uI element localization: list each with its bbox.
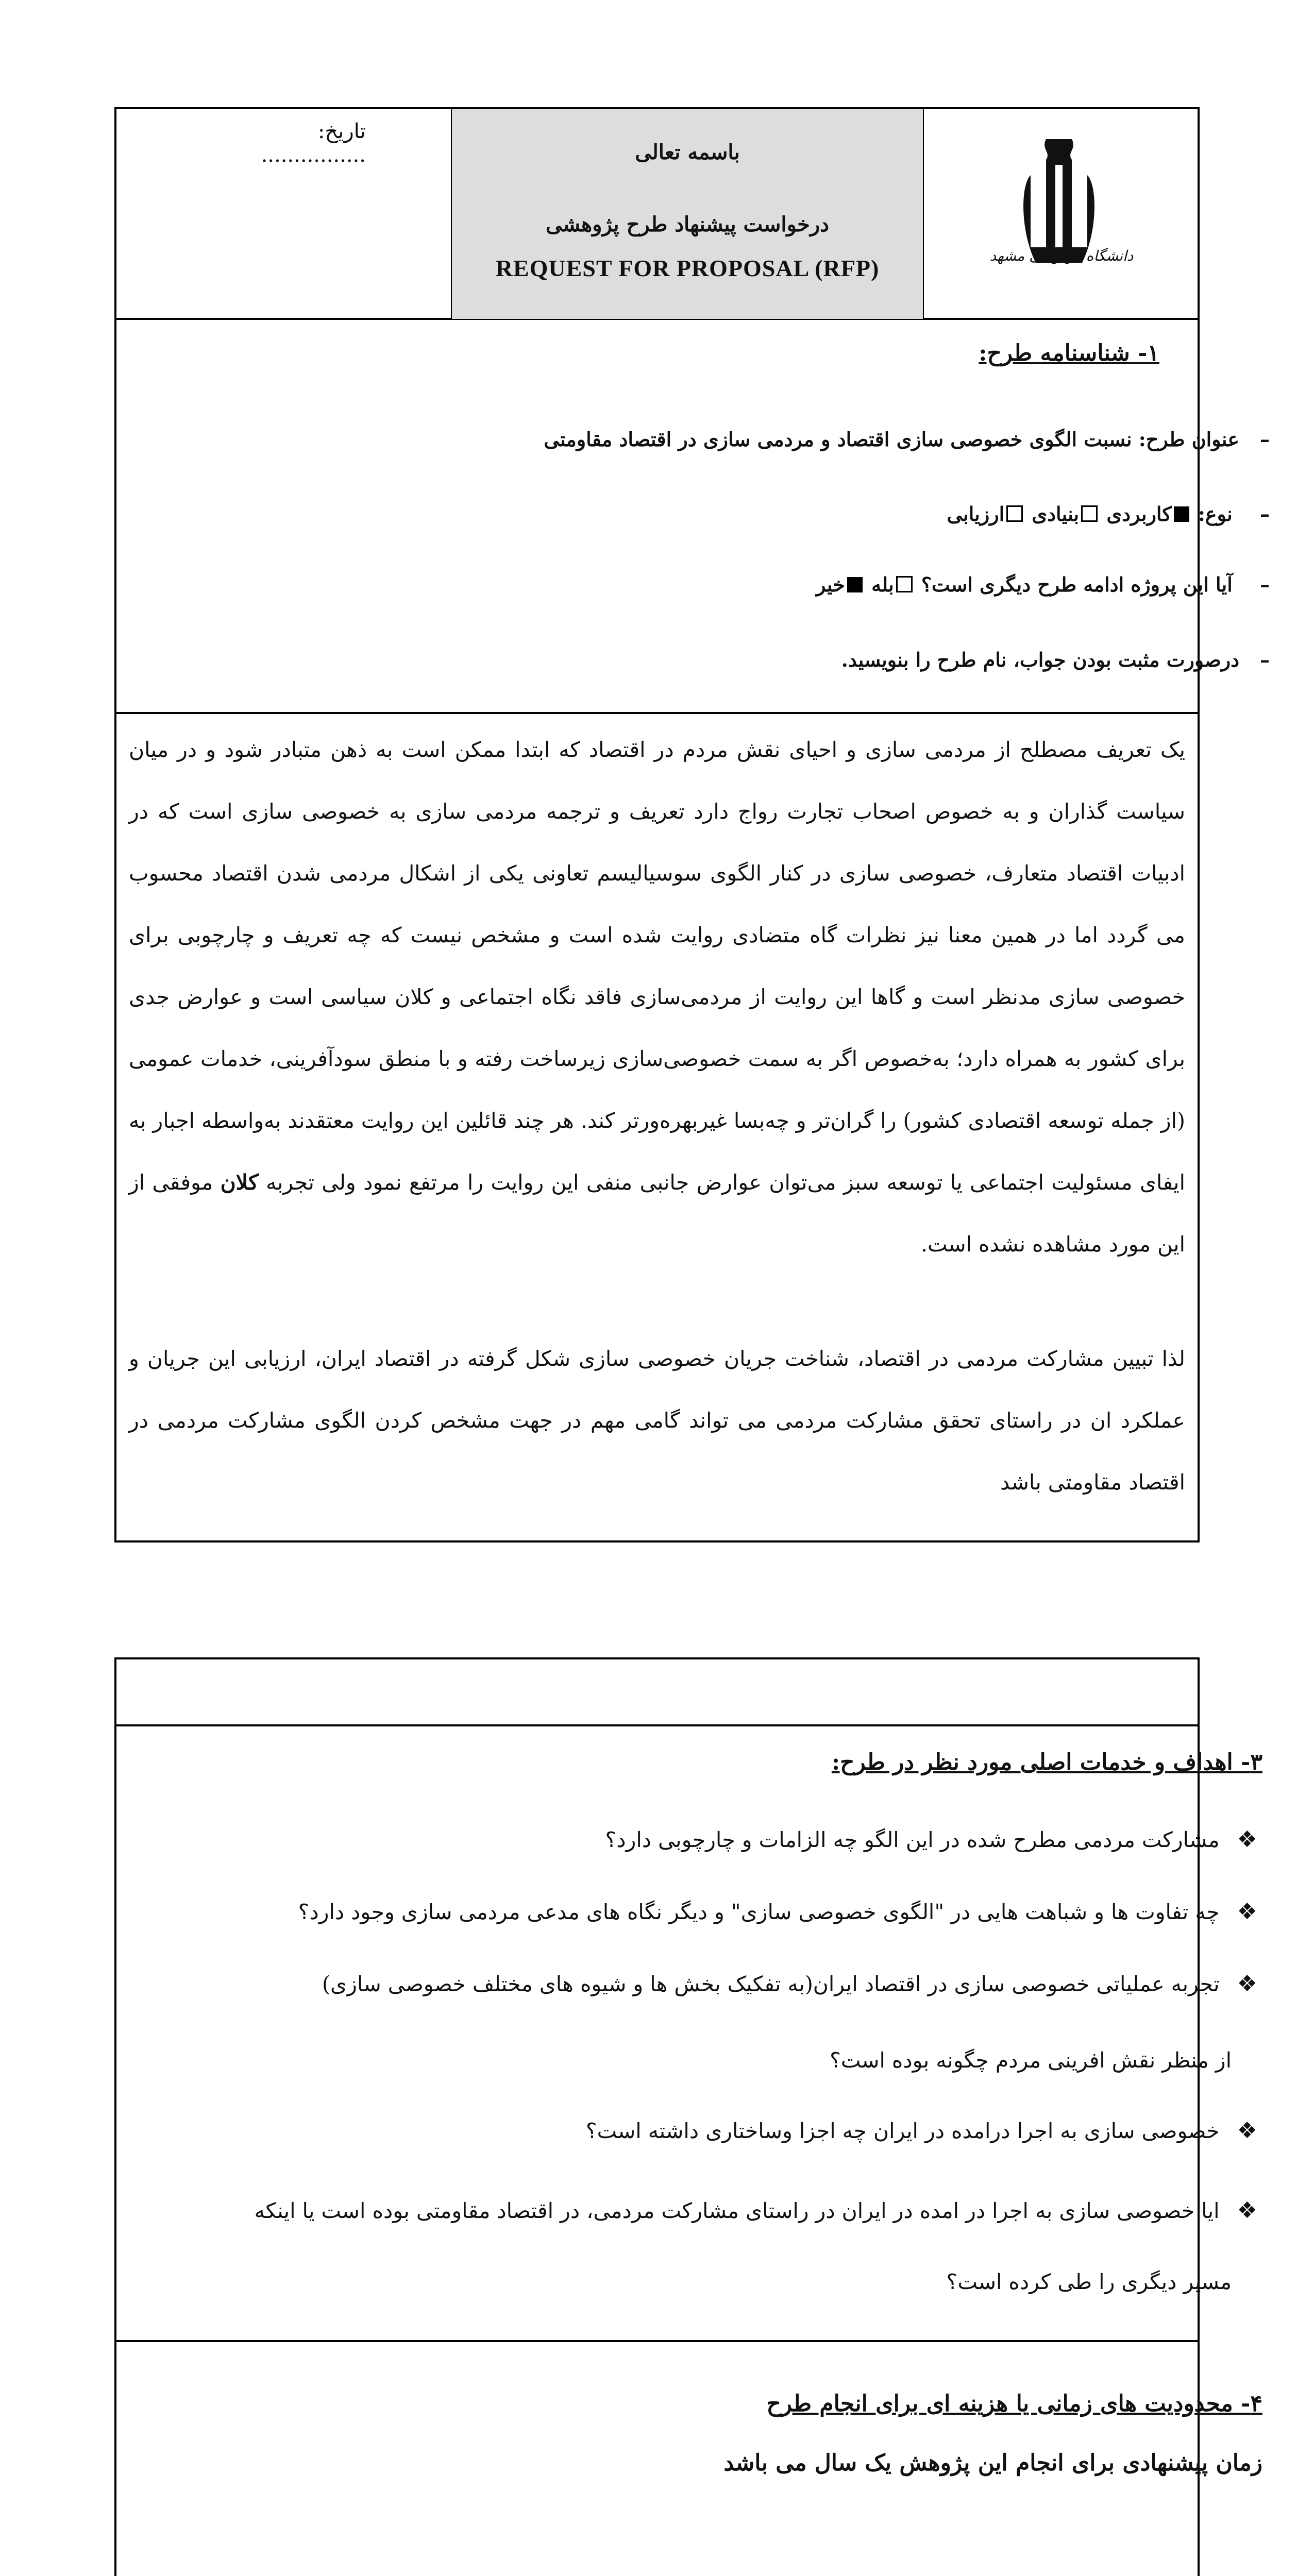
section4-body: زمان پیشنهادی برای انجام این پژوهش یک سال می باشد — [723, 2450, 1262, 2476]
goal-item-2-text: چه تفاوت ها و شباهت هایی در "الگوی خصوصی سازی" و دیگر نگاه های مدعی مردمی سازی وجود دارد؟ — [298, 1900, 1220, 1924]
logo-caption: دانشگاه فردوسی مشهد — [989, 247, 1134, 264]
goal-item-5 — [201, 2197, 1257, 2224]
checkbox-applied[interactable] — [1174, 506, 1189, 522]
goal-item-3-text: تجربه عملیاتی خصوصی سازی در اقتصاد ایران(به تفکیک بخش ها و شیوه های مختلف خصوصی سازی) — [322, 1972, 1220, 1996]
header-title-cell — [452, 109, 923, 319]
dash-marker: – — [1260, 502, 1270, 526]
checkbox-evaluation[interactable] — [1006, 505, 1023, 522]
page2-table — [114, 1657, 1200, 2576]
project-type-line — [188, 502, 1270, 526]
rfp-title-en: REQUEST FOR PROPOSAL (RFP) — [495, 255, 880, 281]
yes-label: بله — [871, 573, 894, 596]
goal-item-1 — [201, 1826, 1257, 1853]
project-title-line — [188, 428, 1270, 451]
paragraph1-end: موفقی از این مورد مشاهده نشده است. — [129, 1170, 1185, 1257]
section1-divider — [114, 712, 1200, 714]
type-label: نوع: — [1198, 502, 1233, 526]
type-option-fundamental: بنیادی — [1032, 502, 1080, 526]
diamond-bullet-icon: ❖ — [1237, 1971, 1257, 1997]
paragraph1-text: یک تعریف مصطلح از مردمی سازی و احیای نقش مردم در اقتصاد که ابتدا ممکن است به ذهن متبادر شود و در میان سیاست گذاران و به خصوص اصحاب تجارت رواج دارد تعریف و ترجمه مردمی سازی به خصوصی سازی است که در ادبیات اقتصاد متعارف، خصوصی سازی در کنار الگوی سوسیالیسم تعاونی یکی از اشکال مردمی شدن اقتصاد محسوب می گردد اما در همین معنا نیز نظرات گاه متضادی روایت شده است و مشخص نیست که چه تعریف و چارچوبی برای خصوصی سازی مدنظر است و گاها این روایت از مردمی‌سازی فاقد نگاه اجتماعی و کلان سیاسی است و عوارض جدی برای کشور به همراه دارد؛ به‌خصوص اگر به سمت خصوصی‌سازی زیرساخت رفته و با منطق سودآفرینی، خدمات عمومی (از جمله توسعه اقتصادی کشور) را گران‌تر و چه‌بسا غیربهره‌ورتر کند. هر چند قائلین این روایت معتقدند به‌واسطه اجبار به ایفای مسئولیت اجتماعی یا توسعه سبز می‌توان عوارض جانبی منفی این روایت را مرتفع نمود ولی تجربه — [129, 737, 1185, 1195]
diamond-bullet-icon: ❖ — [1237, 2117, 1257, 2144]
goal-item-3 — [201, 1971, 1257, 1997]
diamond-bullet-icon: ❖ — [1237, 2197, 1257, 2224]
section3-heading: ۳- اهداف و خدمات اصلی مورد نظر در طرح: — [831, 1749, 1262, 1775]
positive-answer-line — [188, 648, 1270, 671]
goal-item-4-text: خصوصی سازی به اجرا درامده در ایران چه اجزا وساختاری داشته است؟ — [585, 2119, 1220, 2143]
no-label: خیر — [816, 573, 845, 596]
diamond-bullet-icon: ❖ — [1237, 1899, 1257, 1925]
project-title-text: عنوان طرح: نسبت الگوی خصوصی سازی اقتصاد و مردمی سازی در اقتصاد مقاومتی — [544, 428, 1239, 451]
checkbox-yes[interactable] — [896, 576, 913, 592]
type-option-evaluation: ارزیابی — [947, 502, 1005, 526]
goal-item-1-text: مشارکت مردمی مطرح شده در این الگو چه الزامات و چارچوبی دارد؟ — [605, 1827, 1220, 1852]
positive-answer-text: درصورت مثبت بودن جواب، نام طرح را بنویسید. — [841, 648, 1239, 671]
checkbox-no[interactable] — [847, 577, 863, 592]
type-option-applied: کاربردی — [1106, 502, 1172, 526]
university-logo — [969, 129, 1154, 314]
dash-marker: – — [1260, 648, 1270, 671]
goal-item-3-cont: از منظر نقش افرینی مردم چگونه بوده است؟ — [830, 2048, 1232, 2073]
goal-item-5-cont: مسیر دیگری را طی کرده است؟ — [946, 2269, 1232, 2294]
dash-marker: – — [1260, 428, 1270, 451]
checkbox-fundamental[interactable] — [1081, 505, 1098, 522]
description-paragraph-2: لذا تبیین مشارکت مردمی در اقتصاد، شناخت جریان خصوصی سازی شکل گرفته در اقتصاد ایران، ارزیابی این جریان و عملکرد ان در راستای تحقق مشارکت مردمی می تواند گامی مهم در جهت مشخص کردن الگوی مشارکت مردمی در اقتصاد مقاومتی باشد — [129, 1346, 1185, 1495]
goal-item-4 — [201, 2117, 1257, 2144]
rfp-title-fa: درخواست پیشنهاد طرح پژوهشی — [546, 212, 829, 236]
goal-item-2 — [201, 1899, 1257, 1925]
date-field: تاریخ: ................ — [261, 120, 366, 167]
paragraph1-bold: کلان — [220, 1170, 259, 1195]
dash-marker: – — [1260, 573, 1270, 596]
section1-heading: ۱- شناسنامه طرح: — [979, 340, 1159, 366]
basmeh-text: باسمه تعالی — [635, 140, 740, 164]
continuation-line — [188, 573, 1270, 596]
diamond-bullet-icon: ❖ — [1237, 1826, 1257, 1853]
page2-top-divider — [114, 1724, 1200, 1726]
continuation-question: آیا این پروژه ادامه طرح دیگری است؟ — [921, 573, 1233, 596]
goal-item-5-text: ایا خصوصی سازی به اجرا در امده در ایران در راستای مشارکت مردمی، در اقتصاد مقاومتی بوده است یا اینکه — [254, 2198, 1220, 2223]
section4-heading: ۴- محدودیت های زمانی یا هزینه ای برای انجام طرح — [766, 2391, 1262, 2417]
description-paragraph-1 — [129, 719, 1185, 1275]
section3-divider — [114, 2340, 1200, 2342]
